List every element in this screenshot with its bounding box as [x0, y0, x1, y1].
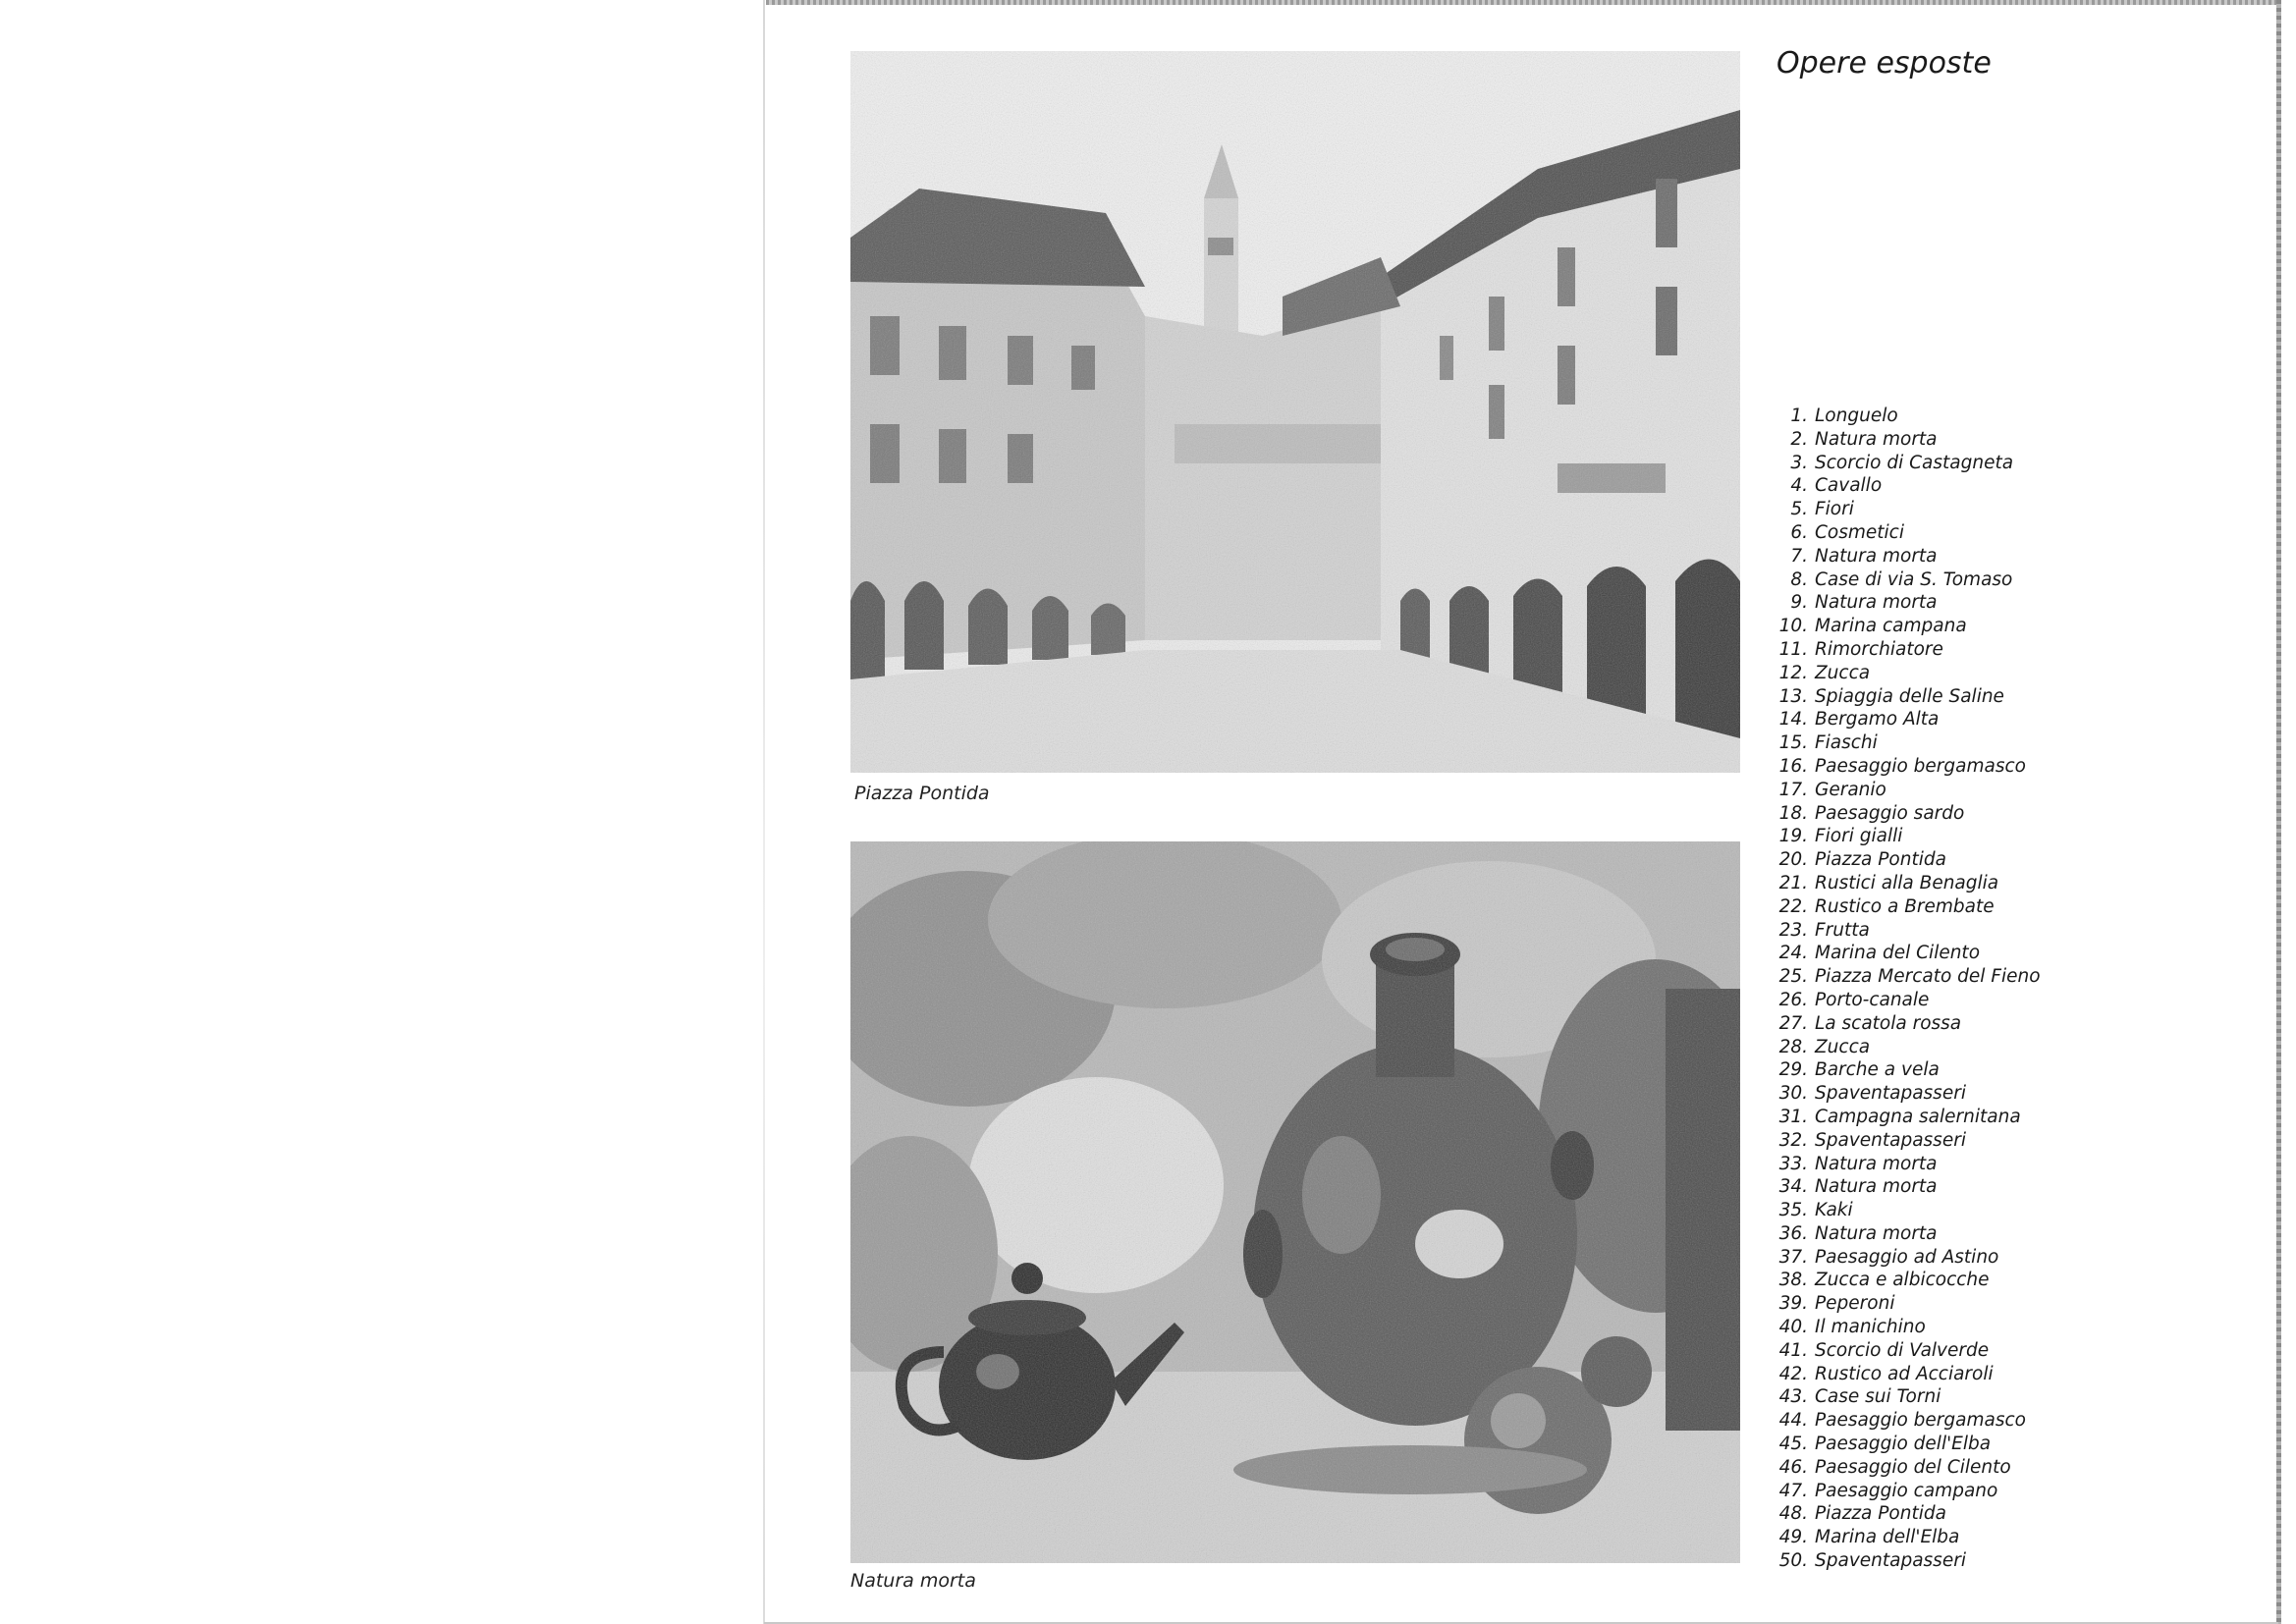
work-number: 50.: [1778, 1550, 1808, 1572]
scan-left-edge: [763, 0, 765, 1624]
list-item: [1768, 1106, 2062, 1129]
scan-right-edge: [2276, 0, 2281, 1624]
work-number: 4.: [1790, 475, 1808, 497]
work-title: Natura morta: [1815, 428, 1938, 450]
list-item: [1768, 1456, 2062, 1480]
list-item: [1768, 802, 2062, 826]
list-item: [1768, 825, 2062, 848]
work-title: Kaki: [1815, 1200, 1853, 1221]
work-number: 31.: [1778, 1106, 1808, 1127]
work-number: 26.: [1778, 989, 1808, 1010]
list-item: [1768, 965, 2062, 989]
list-item: [1768, 1269, 2062, 1292]
work-title: Paesaggio del Cilento: [1815, 1456, 2011, 1478]
work-title: Paesaggio sardo: [1815, 802, 1965, 824]
list-item: [1768, 1433, 2062, 1456]
work-number: 44.: [1778, 1410, 1808, 1432]
list-item: [1768, 779, 2062, 802]
list-item: [1768, 662, 2062, 685]
list-item: [1768, 1222, 2062, 1246]
work-title: Zucca: [1815, 1036, 1871, 1057]
work-title: Case sui Torni: [1815, 1386, 1941, 1408]
work-title: Rustico ad Acciaroli: [1815, 1363, 1994, 1384]
work-number: 20.: [1778, 849, 1808, 871]
work-number: 3.: [1790, 452, 1808, 473]
list-item: [1768, 521, 2062, 545]
work-title: Paesaggio bergamasco: [1815, 1410, 2026, 1432]
work-number: 8.: [1790, 568, 1808, 590]
work-title: Natura morta: [1815, 1153, 1938, 1174]
work-number: 10.: [1778, 616, 1808, 637]
list-item: [1768, 1526, 2062, 1549]
list-item: [1768, 895, 2062, 919]
work-title: Piazza Mercato del Fieno: [1815, 966, 2041, 988]
work-title: Barche a vela: [1815, 1059, 1940, 1081]
work-title: Rustico a Brembate: [1815, 895, 1995, 917]
list-item: [1768, 1246, 2062, 1270]
list-item: [1768, 498, 2062, 521]
work-number: 18.: [1778, 802, 1808, 824]
work-title: Bergamo Alta: [1815, 709, 1940, 731]
list-item: [1768, 1502, 2062, 1526]
work-number: 1.: [1790, 406, 1808, 426]
caption-natura-morta: Natura morta: [850, 1570, 976, 1592]
work-number: 2.: [1790, 428, 1808, 450]
work-title: Paesaggio campano: [1815, 1480, 1998, 1501]
list-item: [1768, 545, 2062, 568]
work-number: 6.: [1790, 521, 1808, 543]
list-item: [1768, 1339, 2062, 1363]
work-number: 34.: [1778, 1176, 1808, 1198]
caption-piazza-pontida: Piazza Pontida: [854, 783, 990, 804]
work-title: Campagna salernitana: [1815, 1106, 2021, 1127]
work-title: Natura morta: [1815, 545, 1938, 567]
work-title: Natura morta: [1815, 1176, 1938, 1198]
work-title: Case di via S. Tomaso: [1815, 568, 2013, 590]
work-title: Paesaggio dell'Elba: [1815, 1434, 1992, 1455]
work-number: 39.: [1778, 1293, 1808, 1315]
work-title: Fiori: [1815, 499, 1854, 520]
work-number: 36.: [1778, 1222, 1808, 1244]
work-title: La scatola rossa: [1815, 1012, 1962, 1034]
work-number: 22.: [1778, 895, 1808, 917]
list-item: [1768, 731, 2062, 755]
work-title: Fiori gialli: [1815, 826, 1903, 847]
work-number: 9.: [1790, 592, 1808, 614]
work-title: Geranio: [1815, 779, 1886, 800]
work-number: 35.: [1778, 1200, 1808, 1221]
work-title: Spiaggia delle Saline: [1815, 685, 2004, 707]
work-number: 23.: [1778, 919, 1808, 941]
list-item: [1768, 568, 2062, 592]
work-number: 49.: [1778, 1527, 1808, 1548]
work-number: 7.: [1790, 545, 1808, 567]
list-item: [1768, 1480, 2062, 1503]
work-title: Marina campana: [1815, 616, 1967, 637]
work-title: Scorcio di Valverde: [1815, 1339, 1990, 1361]
work-number: 37.: [1778, 1246, 1808, 1268]
work-number: 46.: [1778, 1456, 1808, 1478]
list-item: [1768, 1153, 2062, 1176]
list-item: [1768, 615, 2062, 638]
work-number: 42.: [1778, 1363, 1808, 1384]
work-title: Natura morta: [1815, 1222, 1938, 1244]
work-title: Cosmetici: [1815, 521, 1904, 543]
work-number: 48.: [1778, 1503, 1808, 1525]
work-number: 21.: [1778, 872, 1808, 893]
list-item: [1768, 1409, 2062, 1433]
work-number: 38.: [1778, 1270, 1808, 1291]
work-title: Spaventapasseri: [1815, 1550, 1966, 1572]
work-title: Piazza Pontida: [1815, 1503, 1946, 1525]
list-item: [1768, 1058, 2062, 1082]
list-item: [1768, 474, 2062, 498]
work-number: 16.: [1778, 755, 1808, 777]
work-title: Spaventapasseri: [1815, 1083, 1966, 1105]
work-title: Longuelo: [1815, 406, 1898, 426]
work-number: 11.: [1778, 638, 1808, 660]
work-number: 45.: [1778, 1434, 1808, 1455]
work-number: 5.: [1790, 499, 1808, 520]
list-item: [1768, 1012, 2062, 1036]
list-item: [1768, 755, 2062, 779]
work-number: 17.: [1778, 779, 1808, 800]
work-title: Marina del Cilento: [1815, 943, 1981, 964]
work-number: 24.: [1778, 943, 1808, 964]
scan-top-edge: [766, 0, 2278, 5]
work-title: Natura morta: [1815, 592, 1938, 614]
list-item: [1768, 591, 2062, 615]
work-title: Paesaggio bergamasco: [1815, 755, 2026, 777]
list-item: [1768, 708, 2062, 731]
work-title: Peperoni: [1815, 1293, 1895, 1315]
work-title: Porto-canale: [1815, 989, 1930, 1010]
list-item: [1768, 1082, 2062, 1106]
work-number: 13.: [1778, 685, 1808, 707]
work-number: 30.: [1778, 1083, 1808, 1105]
section-title: Opere esposte: [1777, 46, 1992, 81]
work-title: Piazza Pontida: [1815, 849, 1946, 871]
work-number: 25.: [1778, 966, 1808, 988]
work-title: Rustici alla Benaglia: [1815, 872, 1999, 893]
work-number: 12.: [1778, 662, 1808, 683]
work-title: Paesaggio ad Astino: [1815, 1246, 1999, 1268]
list-item: [1768, 1549, 2062, 1573]
works-list: [1768, 405, 2062, 1573]
work-title: Cavallo: [1815, 475, 1883, 497]
work-title: Marina dell'Elba: [1815, 1527, 1960, 1548]
work-number: 32.: [1778, 1129, 1808, 1151]
work-number: 27.: [1778, 1012, 1808, 1034]
work-number: 43.: [1778, 1386, 1808, 1408]
list-item: [1768, 1363, 2062, 1386]
work-title: Il manichino: [1815, 1317, 1926, 1338]
list-item: [1768, 638, 2062, 662]
work-number: 15.: [1778, 732, 1808, 754]
list-item: [1768, 1129, 2062, 1153]
list-item: [1768, 919, 2062, 943]
work-number: 47.: [1778, 1480, 1808, 1501]
list-item: [1768, 989, 2062, 1012]
work-title: Zucca: [1815, 662, 1871, 683]
work-title: Rimorchiatore: [1815, 638, 1943, 660]
list-item: [1768, 872, 2062, 895]
work-number: 14.: [1778, 709, 1808, 731]
list-item: [1768, 452, 2062, 475]
work-number: 41.: [1778, 1339, 1808, 1361]
work-title: Frutta: [1815, 919, 1870, 941]
list-item: [1768, 685, 2062, 709]
list-item: [1768, 1292, 2062, 1316]
work-title: Zucca e albicocche: [1815, 1270, 1990, 1291]
list-item: [1768, 428, 2062, 452]
work-title: Spaventapasseri: [1815, 1129, 1966, 1151]
list-item: [1768, 1199, 2062, 1222]
work-number: 29.: [1778, 1059, 1808, 1081]
work-title: Scorcio di Castagneta: [1815, 452, 2014, 473]
list-item: [1768, 1385, 2062, 1409]
painting-natura-morta: [850, 841, 1740, 1563]
list-item: [1768, 1036, 2062, 1059]
list-item: [1768, 1316, 2062, 1339]
list-item: [1768, 1175, 2062, 1199]
list-item: [1768, 942, 2062, 965]
work-number: 19.: [1778, 826, 1808, 847]
work-number: 33.: [1778, 1153, 1808, 1174]
work-number: 40.: [1778, 1317, 1808, 1338]
list-item: [1768, 405, 2062, 428]
work-title: Fiaschi: [1815, 732, 1878, 754]
work-number: 28.: [1778, 1036, 1808, 1057]
list-item: [1768, 848, 2062, 872]
painting-piazza-pontida: [850, 51, 1740, 773]
